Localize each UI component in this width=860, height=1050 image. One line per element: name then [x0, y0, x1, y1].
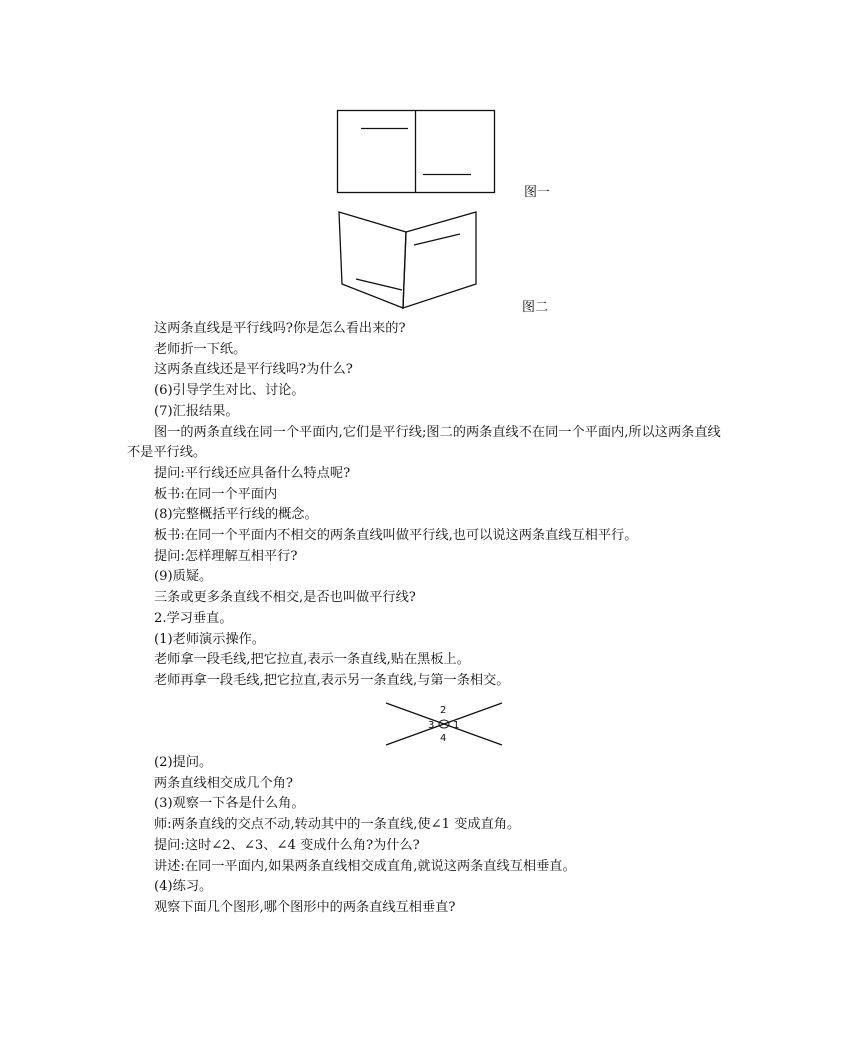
figure-intersecting-lines: [384, 700, 506, 750]
text-line: 提问:怎样理解互相平行?: [154, 548, 298, 564]
text-line: (6)引导学生对比、讨论。: [154, 383, 305, 399]
text-line: (3)观察一下各是什么角。: [154, 796, 305, 812]
text-line: 老师折一下纸。: [154, 341, 247, 357]
text-block-bottom: [127, 753, 727, 919]
text-line: 这两条直线还是平行线吗?为什么?: [154, 362, 353, 378]
straight-line-left-page: [356, 279, 402, 290]
text-line: 这两条直线是平行线吗?你是怎么看出来的?: [154, 321, 406, 336]
text-line: (2)提问。: [154, 755, 213, 770]
text-line: 提问:平行线还应具备什么特点呢?: [154, 465, 351, 481]
text-line: (9)质疑。: [154, 569, 213, 585]
angle-label-4: 4: [440, 733, 447, 744]
text-line: 两条直线相交成几个角?: [154, 775, 293, 791]
text-block-top: [127, 319, 727, 692]
text-line: 老师再拿一段毛线,把它拉直,表示另一条直线,与第一条相交。: [154, 672, 510, 688]
angle-label-3: 3: [428, 720, 435, 731]
figure1-caption: 图一: [524, 185, 551, 200]
right-page-outline: [403, 212, 476, 308]
figure-flat-paper: [330, 104, 500, 199]
text-line: 讲述:在同一平面内,如果两条直线相交成直角,就说这两条直线互相垂直。: [154, 858, 576, 874]
text-line: 三条或更多条直线不相交,是否也叫做平行线?: [154, 590, 416, 606]
text-line: 观察下面几个图形,哪个图形中的两条直线互相垂直?: [154, 899, 456, 915]
text-line: (1)老师演示操作。: [154, 631, 265, 647]
text-line: (7)汇报结果。: [154, 403, 239, 419]
text-line: 提问:这时∠2、∠3、∠4 变成什么角?为什么?: [154, 837, 420, 853]
text-line: 师:两条直线的交点不动,转动其中的一条直线,使∠1 变成直角。: [154, 817, 521, 833]
straight-line-right-page: [414, 234, 460, 245]
figure-folded-paper: [330, 204, 485, 312]
text-line: 老师拿一段毛线,把它拉直,表示一条直线,贴在黑板上。: [154, 652, 470, 668]
figure2-caption: 图二: [522, 300, 549, 315]
text-line: 图一的两条直线在同一个平面内,它们是平行线;图二的两条直线不在同一个平面内,所以这两条直线不是平行线。: [127, 424, 721, 461]
text-line: 2.学习垂直。: [154, 610, 233, 626]
text-line: (4)练习。: [154, 879, 213, 895]
left-page-outline: [339, 212, 406, 308]
angle-label-1: 1: [453, 720, 460, 731]
text-line: 板书:在同一个平面内: [154, 486, 278, 502]
text-line: (8)完整概括平行线的概念。: [154, 507, 318, 523]
angle-label-2: 2: [440, 705, 447, 716]
text-line: 板书:在同一个平面内不相交的两条直线叫做平行线,也可以说这两条直线互相平行。: [154, 528, 638, 544]
